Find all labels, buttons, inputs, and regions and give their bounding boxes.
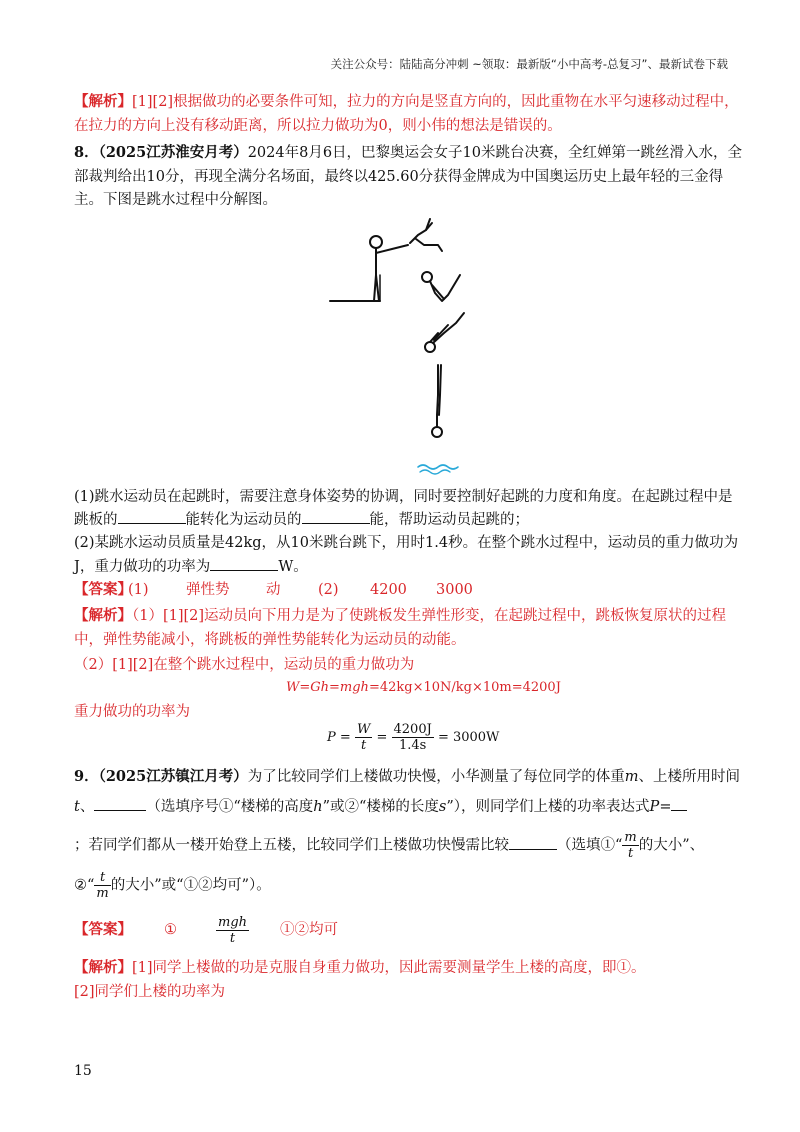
q8-answer: 【答案】 (1) 弹性势 动 (2) 4200 3000 <box>74 581 473 598</box>
water-wave-2 <box>420 470 450 474</box>
page-number: 15 <box>74 1063 92 1079</box>
blank-5[interactable] <box>94 796 146 811</box>
blank-4[interactable] <box>210 556 278 571</box>
blank-7[interactable] <box>509 835 557 850</box>
q9-analysis-line2: [2]同学们上楼的功率为 <box>74 984 226 1000</box>
q9-line2: t、 （选填序号①“楼梯的高度h”或②“楼梯的长度s”），则同学们上楼的功率表达式P= <box>74 796 728 817</box>
q8-line1: 8．（2025江苏淮安月考）2024年8月6日，巴黎奥运会女子10米跳台决赛，全红婵第一跳丝滑入水，全 <box>74 144 743 161</box>
prev-analysis-line1: 【解析】[1][2]根据做功的必要条件可知，拉力的方向是竖直方向的，因此重物在水平匀速移动过程中， <box>74 93 739 110</box>
water-wave-1 <box>418 465 458 469</box>
analysis-label: 【解析】 <box>74 93 132 110</box>
diver-head-standing <box>370 236 382 248</box>
q8-analysis-line2: 中，弹性势能减小，将跳板的弹性势能转化为运动员的动能。 <box>74 632 466 648</box>
q8-analysis-line1: 【解析】（1）[1][2]运动员向下用力是为了使跳板发生弹性形变，在起跳过程中，跳板恢复原状的过程 <box>74 607 727 624</box>
q8-part1-line2: 跳板的 能转化为运动员的 能，帮助运动员起跳的； <box>74 509 728 530</box>
prev-analysis-line2: 在拉力的方向上没有移动距离，所以拉力做功为0，则小伟的想法是错误的。 <box>74 118 562 134</box>
blank-1[interactable] <box>118 509 186 524</box>
q8-part2-line1: (2)某跳水运动员质量是42kg，从10米跳台跳下，用时1.4秒。在整个跳水过程中，运动员的重力做功为 <box>74 535 739 551</box>
blank-2[interactable] <box>302 509 370 524</box>
q8-part1-line1: (1)跳水运动员在起跳时，需要注意身体姿势的协调，同时要控制好起跳的力度和角度。在起跳过程中是 <box>74 489 733 505</box>
q9-answer: 【答案】 ① mgh t ①②均可 <box>74 915 338 946</box>
q9-analysis-line1: 【解析】[1]同学上楼做的功是克服自身重力做功，因此需要测量学生上楼的高度，即①。 <box>74 959 646 976</box>
diver-head-entry <box>432 427 442 437</box>
q8-line3: 主。下图是跳水过程中分解图。 <box>74 192 277 208</box>
q8-analysis-line4: 重力做功的功率为 <box>74 704 190 720</box>
q9-line1: 9．（2025江苏镇江月考）为了比较同学们上楼做功快慢，小华测量了每位同学的体重m、上楼所用时间 <box>74 768 740 785</box>
diving-sequence-figure <box>320 215 480 475</box>
blank-6[interactable] <box>671 796 687 811</box>
q9-line4: ②“ $\frac{t}{m}$ 的大小”或“①②均可”）。 <box>74 870 271 901</box>
q8-formula-power: P = $\frac{W}{t}$ = $\frac{4200J}{1.4s}$ = 3000W <box>327 722 500 753</box>
q8-part2-line2: J，重力做功的功率为 W。 <box>74 556 728 577</box>
q8-formula-work: W=Gh=mgh=42kg×10N/kg×10m=4200J <box>286 680 561 695</box>
q8-analysis-line3: （2）[1][2]在整个跳水过程中，运动员的重力做功为 <box>74 657 415 673</box>
page-header: 关注公众号：陆陆高分冲刺 ~领取：最新版“小中高考-总复习”、最新试卷下载 <box>330 57 728 71</box>
q8-line2: 部裁判给出10分，再现全满分名场面，最终以425.60分获得金牌成为中国奥运历史上最年轻的三金得 <box>74 169 724 185</box>
q9-line3: ；若同学们都从一楼开始登上五楼，比较同学们上楼做功快慢需比较 （选填①“ $\frac{m}{t}$ 的大小”、 <box>74 830 705 861</box>
